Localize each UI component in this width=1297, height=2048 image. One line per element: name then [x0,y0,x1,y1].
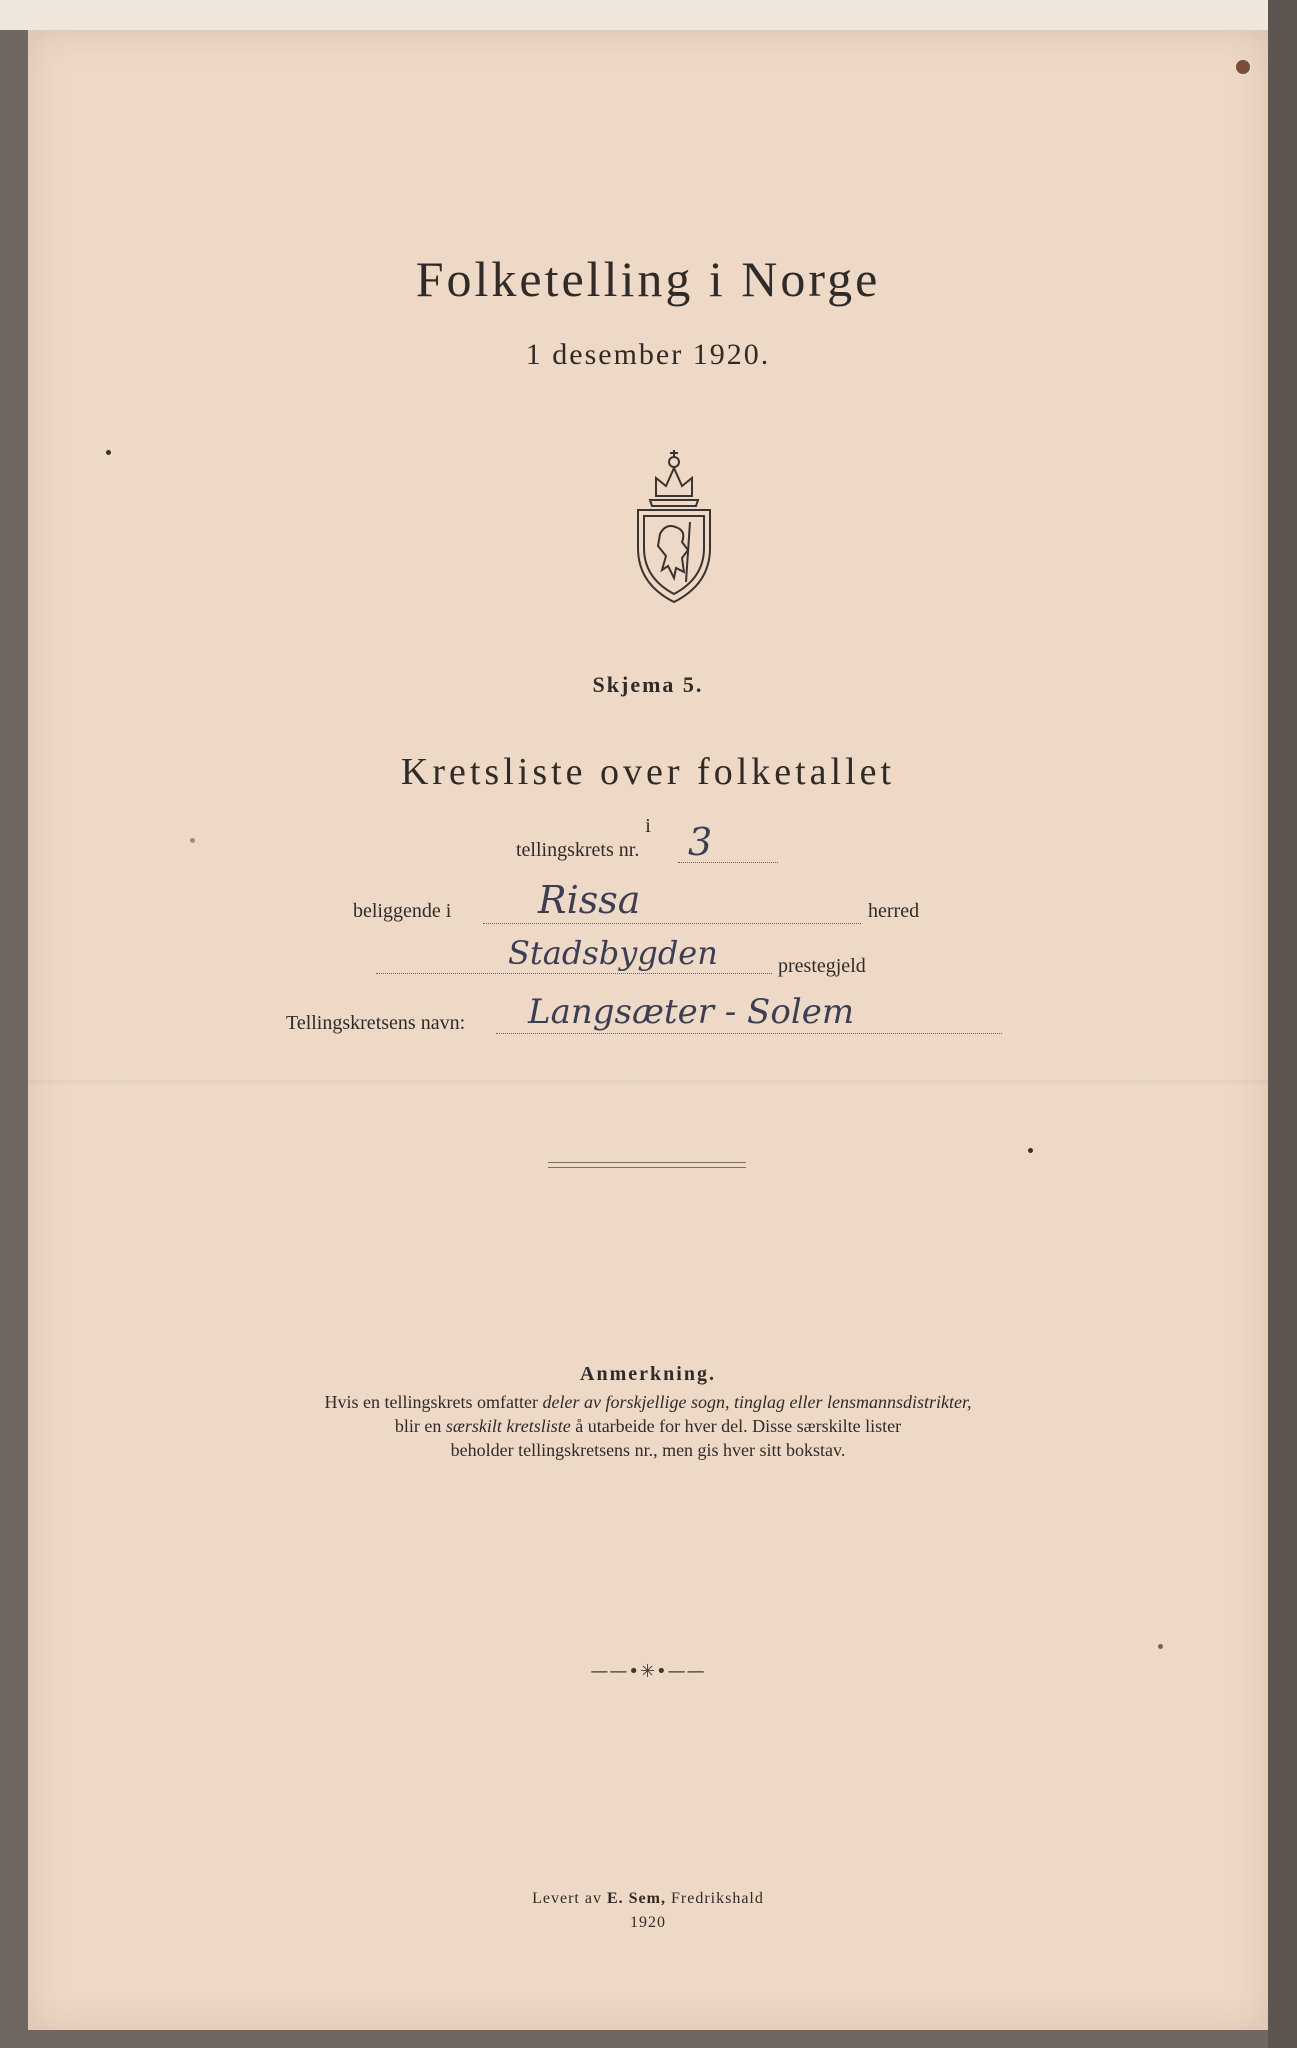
district-name-value: Langsæter - Solem [528,992,855,1032]
coat-of-arms-icon [626,438,722,606]
paper-speck [1158,1644,1163,1649]
page-fold [28,1080,1268,1086]
note-line-1-text: Hvis en tellingskrets omfatter [324,1392,538,1412]
form-date: 1 desember 1920. [525,338,771,371]
note-line-1 [28,1392,1268,1413]
ornament-divider: ——•✳•—— [590,1661,706,1682]
paper-speck [1236,60,1250,74]
district-number-value: 3 [688,820,713,864]
printer-city: Fredrikshald [670,1890,764,1907]
paper-speck [190,838,195,843]
district-number-label: tellingskrets nr. [516,839,640,861]
section-divider [548,1162,746,1168]
note-heading: Anmerkning. [580,1363,716,1385]
note-line-2-text-b: å utarbeide for hver del. Disse særskilte lister [575,1416,902,1436]
printer-name: E. Sem, [606,1890,666,1907]
printer-credit [28,1890,1268,1908]
district-name-line [496,1033,1002,1034]
note-line-1-emphasis: deler av forskjellige sogn, tinglag eller lensmannsdistrikter, [542,1392,972,1412]
printer-year: 1920 [630,1914,666,1931]
note-line-3: beholder tellingskretsens nr., men gis hver sitt bokstav. [450,1440,846,1460]
note-line-2 [28,1416,1268,1437]
scan-right-edge [1268,0,1297,2048]
form-title: Folketelling i Norge [415,251,881,307]
district-name-label: Tellingskretsens navn: [286,1012,466,1034]
schema-number: Skjema 5. [592,672,704,697]
printer-credit-prefix: Levert av [532,1890,602,1907]
located-in-line [483,923,861,924]
located-in-label: beliggende i [353,900,452,922]
form-heading: Kretsliste over folketallet [400,751,896,793]
herred-label: herred [868,900,920,922]
heading-preposition: i [645,815,651,837]
located-in-value: Rissa [538,878,641,922]
parish-label: prestegjeld [778,955,866,977]
paper-speck [106,450,111,455]
parish-line [376,973,772,974]
census-form-page [28,30,1268,2030]
parish-value: Stadsbygden [508,934,718,972]
note-line-2-emphasis: særskilt kretsliste [445,1416,571,1436]
paper-speck [1028,1148,1033,1153]
scan-top-margin [0,0,1297,30]
note-line-2-text-a: blir en [394,1416,442,1436]
